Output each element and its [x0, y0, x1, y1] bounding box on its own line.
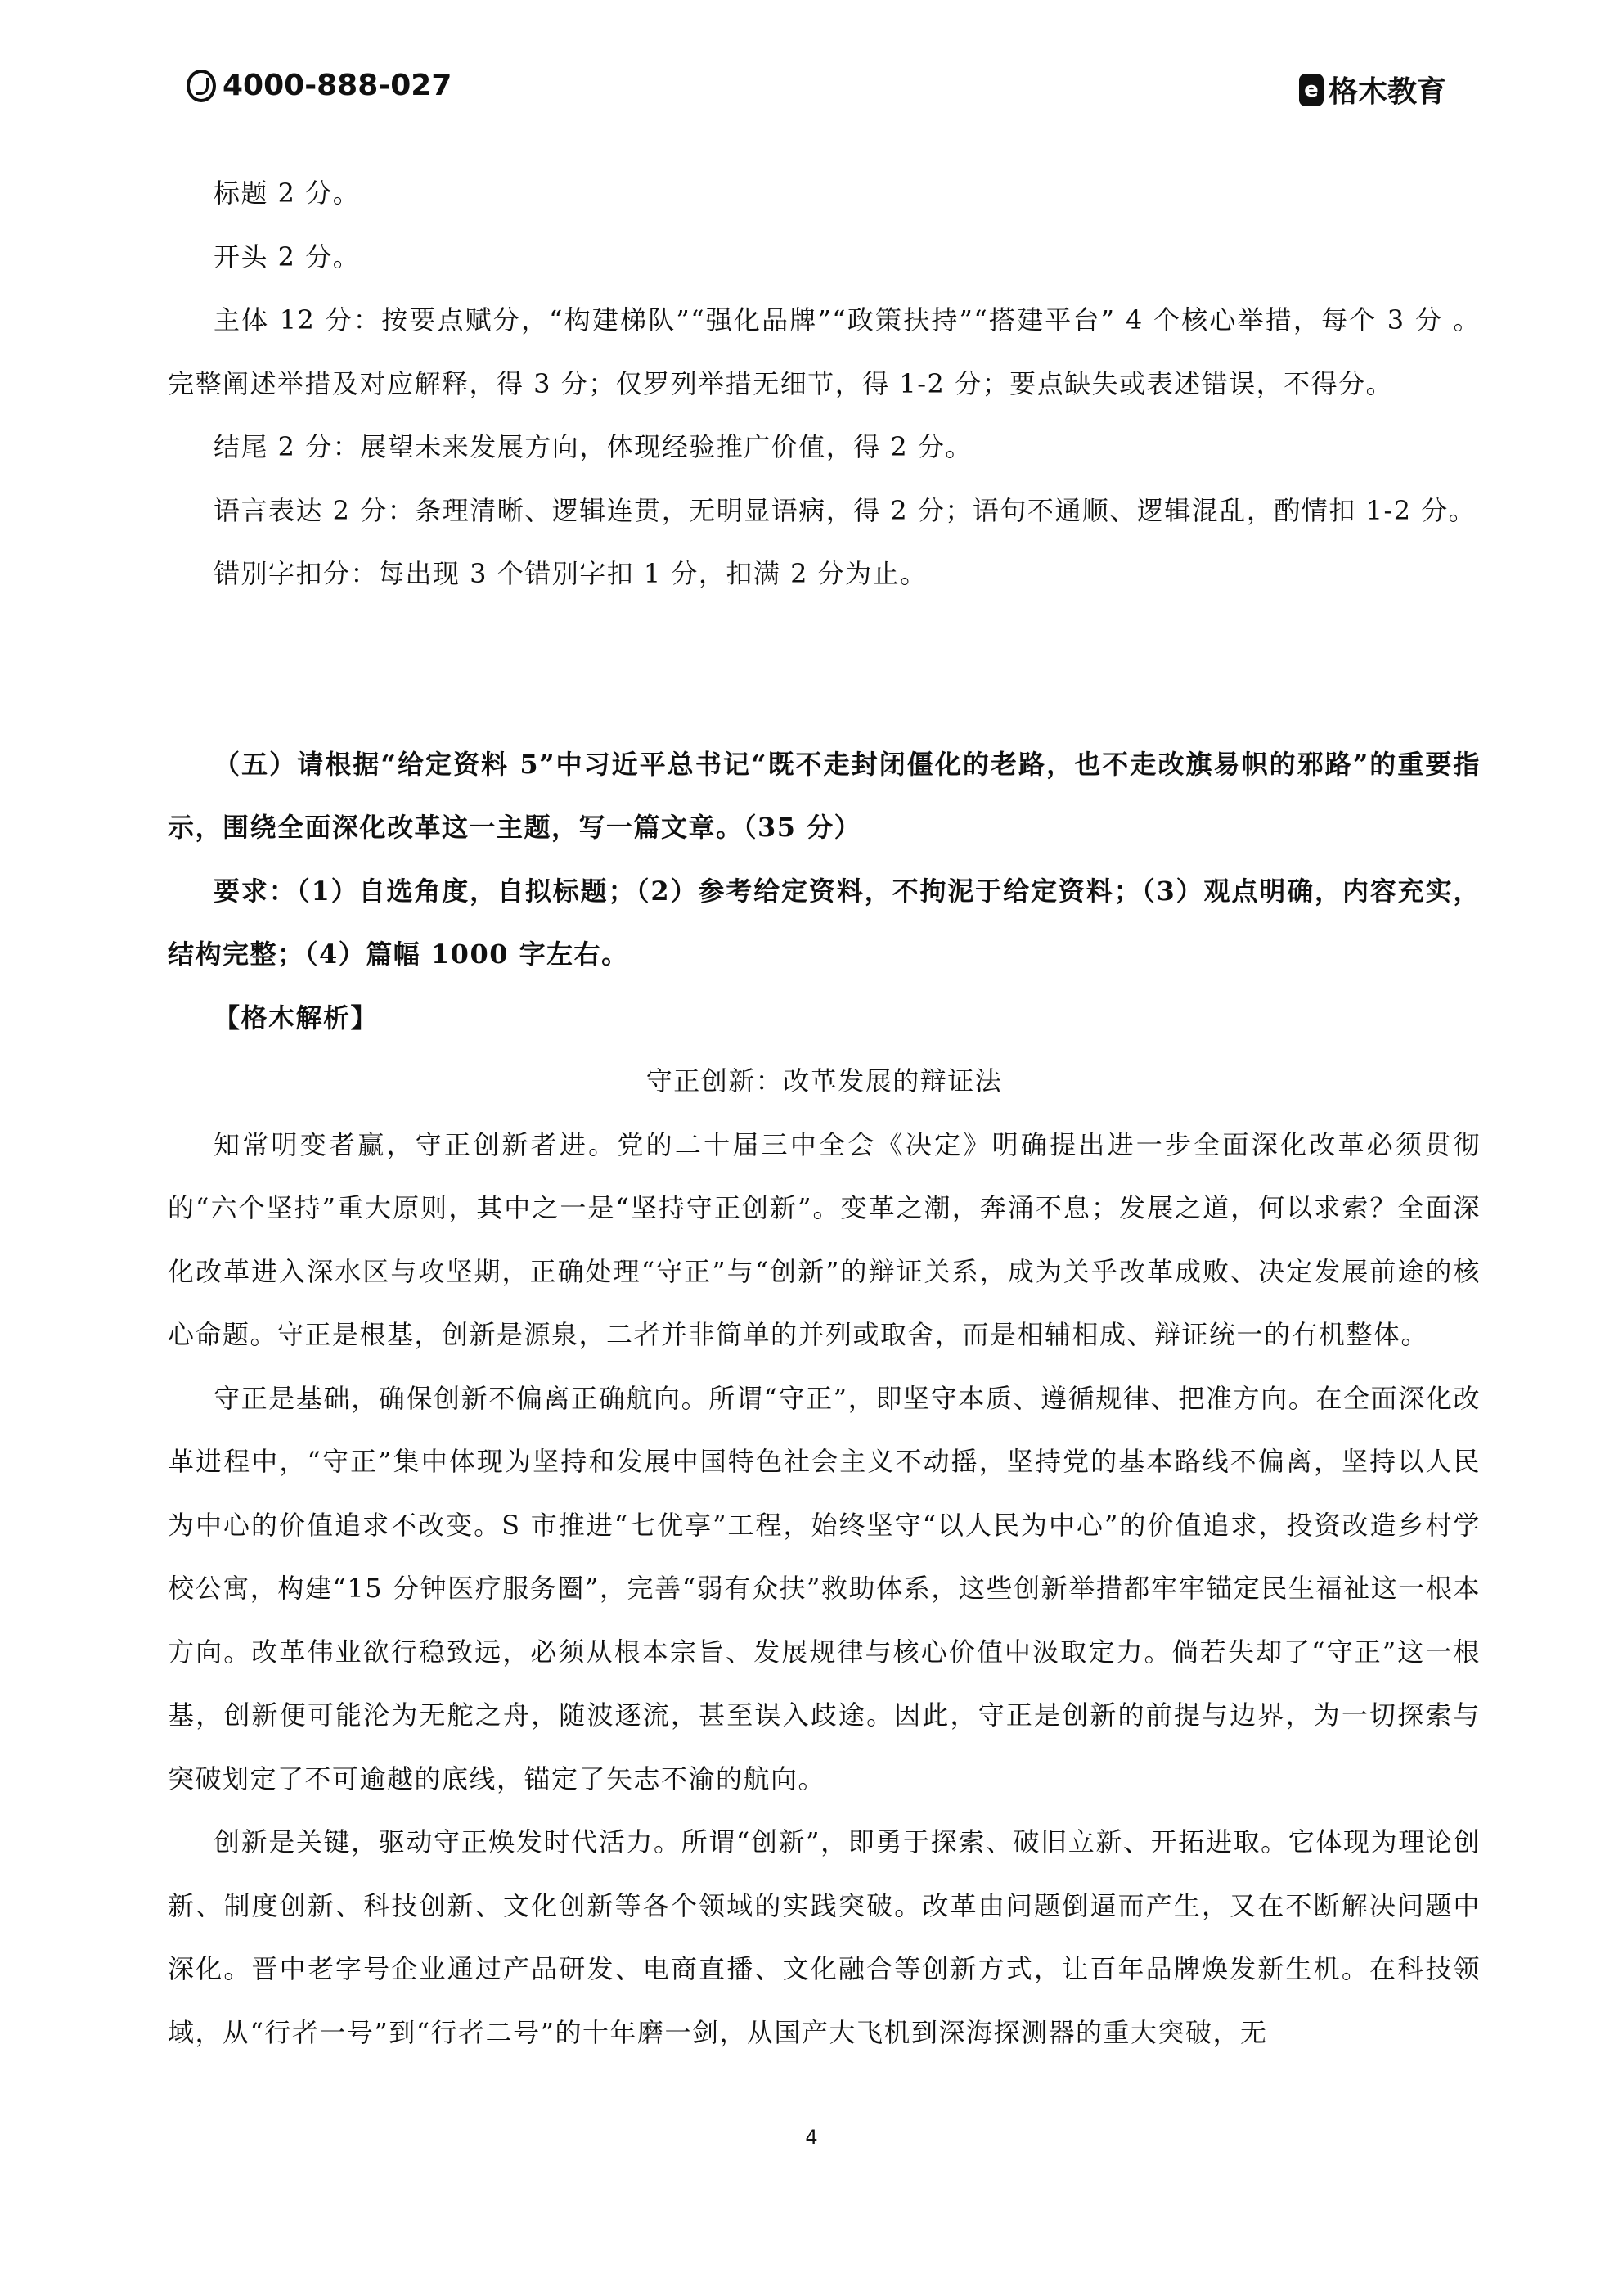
page-number: 4	[805, 2126, 818, 2149]
scoring-body: 主体 12 分：按要点赋分，“构建梯队”“强化品牌”“政策扶持”“搭建平台” 4 个核心举措，每个 3 分 。完整阐述举措及对应解释，得 3 分；仅罗列举措无细节，得 1-2 分；要点缺失或表述错误，不得分。	[168, 304, 1481, 399]
document-body	[168, 162, 1481, 2064]
scoring-opening: 开头 2 分。	[214, 241, 361, 272]
brand-logo	[1299, 69, 1446, 110]
logo-mark-icon: e	[1299, 74, 1324, 106]
scoring-title: 标题 2 分。	[214, 178, 361, 209]
scoring-typos: 错别字扣分：每出现 3 个错别字扣 1 分，扣满 2 分为止。	[214, 558, 928, 589]
essay-paragraph: 知常明变者赢，守正创新者进。党的二十届三中全会《决定》明确提出进一步全面深化改革必须贯彻的“六个坚持”重大原则，其中之一是“坚持守正创新”。变革之潮，奔涌不息；发展之道，何以求索？全面深化改革进入深水区与攻坚期，正确处理“守正”与“创新”的辩证关系，成为关乎改革成败、决定发展前途的核心命题。守正是根基，创新是源泉，二者并非简单的并列或取舍，而是相辅相成、辩证统一的有机整体。	[168, 1128, 1481, 1350]
spacer	[168, 606, 1481, 733]
phone-icon	[187, 70, 216, 102]
hotline	[187, 69, 452, 102]
scoring-language: 语言表达 2 分：条理清晰、逻辑连贯，无明显语病，得 2 分；语句不通顺、逻辑混乱，酌情扣 1-2 分。	[214, 494, 1477, 526]
analysis-label: 【格木解析】	[214, 1002, 379, 1033]
brand-name: 格木教育	[1328, 75, 1446, 109]
essay-title: 守正创新：改革发展的辩证法	[645, 1065, 1003, 1096]
question-requirements: 要求：（1）自选角度，自拟标题；（2）参考给定资料，不拘泥于给定资料；（3）观点明确，内容充实，结构完整；（4）篇幅 1000 字左右。	[168, 875, 1481, 970]
essay-paragraph: 守正是基础，确保创新不偏离正确航向。所谓“守正”，即坚守本质、遵循规律、把准方向。在全面深化改革进程中，“守正”集中体现为坚持和发展中国特色社会主义不动摇，坚持党的基本路线不偏离，坚持以人民为中心的价值追求不改变。S 市推进“七优享”工程，始终坚守“以人民为中心”的价值追求，投资改造乡村学校公寓，构建“15 分钟医疗服务圈”，完善“弱有众扶”救助体系，这些创新举措都牢牢锚定民生福祉这一根本方向。改革伟业欲行稳致远，必须从根本宗旨、发展规律与核心价值中汲取定力。倘若失却了“守正”这一根基，创新便可能沦为无舵之舟，随波逐流，甚至误入歧途。因此，守正是创新的前提与边界，为一切探索与突破划定了不可逾越的底线，锚定了矢志不渝的航向。	[168, 1382, 1481, 1794]
page-header	[187, 69, 1446, 115]
scoring-ending: 结尾 2 分：展望未来发展方向，体现经验推广价值，得 2 分。	[214, 431, 973, 462]
essay-paragraph: 创新是关键，驱动守正焕发时代活力。所谓“创新”，即勇于探索、破旧立新、开拓进取。它体现为理论创新、制度创新、科技创新、文化创新等各个领域的实践突破。改革由问题倒逼而产生，又在不断解决问题中深化。晋中老字号企业通过产品研发、电商直播、文化融合等创新方式，让百年品牌焕发新生机。在科技领域，从“行者一号”到“行者二号”的十年磨一剑，从国产大飞机到深海探测器的重大突破，无	[168, 1826, 1481, 2048]
hotline-number: 4000-888-027	[223, 69, 452, 102]
question-prompt: （五）请根据“给定资料 5”中习近平总书记“既不走封闭僵化的老路，也不走改旗易帜的邪路”的重要指示，围绕全面深化改革这一主题，写一篇文章。（35 分）	[168, 748, 1481, 843]
